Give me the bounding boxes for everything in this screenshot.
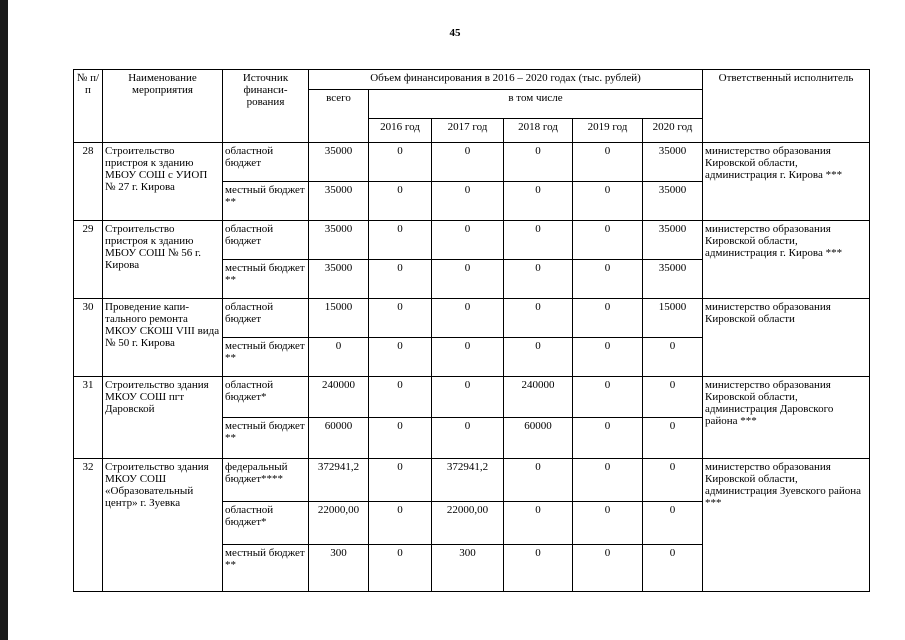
row-2017: 0: [432, 338, 504, 377]
row-total: 0: [309, 338, 369, 377]
table-row: [74, 143, 870, 182]
row-2020: 35000: [643, 260, 703, 299]
row-2017: 0: [432, 299, 504, 338]
row-2020: 35000: [643, 182, 703, 221]
row-2020: 0: [643, 545, 703, 592]
row-total: 35000: [309, 260, 369, 299]
row-total: 35000: [309, 143, 369, 182]
row-source: областной бюджет*: [223, 377, 309, 418]
row-2018: 0: [504, 143, 573, 182]
page-number: 45: [449, 27, 461, 39]
row-name: Строительство здания МКОУ СОШ пгт Даровской: [103, 377, 223, 459]
header-volume: Объем финансирования в 2016 – 2020 годах (тыс. рублей): [309, 70, 703, 90]
row-2019: 0: [573, 459, 643, 502]
header-year: 2018 год: [504, 119, 573, 143]
row-2018: 0: [504, 299, 573, 338]
header-source: Источник финанси-рования: [223, 70, 309, 143]
row-2020: 0: [643, 338, 703, 377]
row-number: 32: [74, 459, 103, 592]
row-2016: 0: [369, 377, 432, 418]
table-row: [74, 459, 870, 502]
row-total: 300: [309, 545, 369, 592]
header-year: 2016 год: [369, 119, 432, 143]
row-2017: 0: [432, 182, 504, 221]
row-2016: 0: [369, 260, 432, 299]
header-total: всего: [309, 90, 369, 143]
row-2016: 0: [369, 299, 432, 338]
row-2018: 0: [504, 260, 573, 299]
header-including: в том числе: [369, 90, 703, 119]
row-2019: 0: [573, 338, 643, 377]
row-source: областной бюджет*: [223, 502, 309, 545]
row-2020: 0: [643, 459, 703, 502]
row-name: Строительство здания МКОУ СОШ «Образовательный центр» г. Зуевка: [103, 459, 223, 592]
row-source: федеральный бюджет****: [223, 459, 309, 502]
row-2019: 0: [573, 545, 643, 592]
row-number: 28: [74, 143, 103, 221]
row-responsible: министерство образования Кировской области, администрация г. Кирова ***: [703, 221, 870, 299]
row-total: 22000,00: [309, 502, 369, 545]
row-2018: 60000: [504, 418, 573, 459]
row-2016: 0: [369, 143, 432, 182]
header-responsible: Ответственный исполнитель: [703, 70, 870, 143]
row-total: 372941,2: [309, 459, 369, 502]
row-2019: 0: [573, 377, 643, 418]
row-2018: 0: [504, 182, 573, 221]
row-source: областной бюджет: [223, 143, 309, 182]
row-2019: 0: [573, 418, 643, 459]
row-2019: 0: [573, 299, 643, 338]
row-2017: 372941,2: [432, 459, 504, 502]
row-source: местный бюджет **: [223, 182, 309, 221]
row-2018: 0: [504, 459, 573, 502]
row-2020: 0: [643, 418, 703, 459]
header-name: Наименование мероприятия: [103, 70, 223, 143]
row-2016: 0: [369, 221, 432, 260]
row-number: 29: [74, 221, 103, 299]
row-2017: 0: [432, 221, 504, 260]
financing-table: [73, 69, 870, 592]
row-2019: 0: [573, 502, 643, 545]
header-year: 2020 год: [643, 119, 703, 143]
row-2017: 0: [432, 143, 504, 182]
row-2020: 35000: [643, 143, 703, 182]
row-source: местный бюджет **: [223, 545, 309, 592]
row-number: 31: [74, 377, 103, 459]
row-source: местный бюджет **: [223, 260, 309, 299]
row-2020: 0: [643, 502, 703, 545]
header-year: 2019 год: [573, 119, 643, 143]
row-2016: 0: [369, 182, 432, 221]
row-total: 240000: [309, 377, 369, 418]
table-row: [74, 299, 870, 338]
row-2019: 0: [573, 260, 643, 299]
row-responsible: министерство образования Кировской области: [703, 299, 870, 377]
row-total: 35000: [309, 221, 369, 260]
row-source: местный бюджет **: [223, 418, 309, 459]
row-2019: 0: [573, 143, 643, 182]
row-2019: 0: [573, 221, 643, 260]
row-source: областной бюджет: [223, 221, 309, 260]
row-name: Строительство пристроя к зданию МБОУ СОШ с УИОП № 27 г. Кирова: [103, 143, 223, 221]
row-total: 60000: [309, 418, 369, 459]
table-row: [74, 377, 870, 418]
row-2018: 0: [504, 545, 573, 592]
scan-left-edge: [0, 0, 8, 640]
row-source: местный бюджет **: [223, 338, 309, 377]
row-2016: 0: [369, 338, 432, 377]
row-2016: 0: [369, 545, 432, 592]
row-2018: 0: [504, 221, 573, 260]
header-year: 2017 год: [432, 119, 504, 143]
row-2017: 0: [432, 260, 504, 299]
row-2019: 0: [573, 182, 643, 221]
row-name: Строительство пристроя к зданию МБОУ СОШ № 56 г. Кирова: [103, 221, 223, 299]
row-2016: 0: [369, 418, 432, 459]
row-2020: 15000: [643, 299, 703, 338]
row-2016: 0: [369, 502, 432, 545]
row-source: областной бюджет: [223, 299, 309, 338]
row-2017: 0: [432, 418, 504, 459]
header-number: № п/п: [74, 70, 103, 143]
row-2017: 300: [432, 545, 504, 592]
row-2018: 0: [504, 338, 573, 377]
row-responsible: министерство образования Кировской области, администрация Даровского района ***: [703, 377, 870, 459]
row-2018: 240000: [504, 377, 573, 418]
row-2016: 0: [369, 459, 432, 502]
row-2017: 0: [432, 377, 504, 418]
row-2018: 0: [504, 502, 573, 545]
row-responsible: министерство образования Кировской области, администрация Зуевского района ***: [703, 459, 870, 592]
row-total: 35000: [309, 182, 369, 221]
row-2017: 22000,00: [432, 502, 504, 545]
row-name: Проведение капи-тального ремонта МКОУ СКОШ VIII вида № 50 г. Кирова: [103, 299, 223, 377]
row-responsible: министерство образования Кировской области, администрация г. Кирова ***: [703, 143, 870, 221]
table-row: [74, 221, 870, 260]
row-2020: 35000: [643, 221, 703, 260]
row-total: 15000: [309, 299, 369, 338]
row-number: 30: [74, 299, 103, 377]
row-2020: 0: [643, 377, 703, 418]
